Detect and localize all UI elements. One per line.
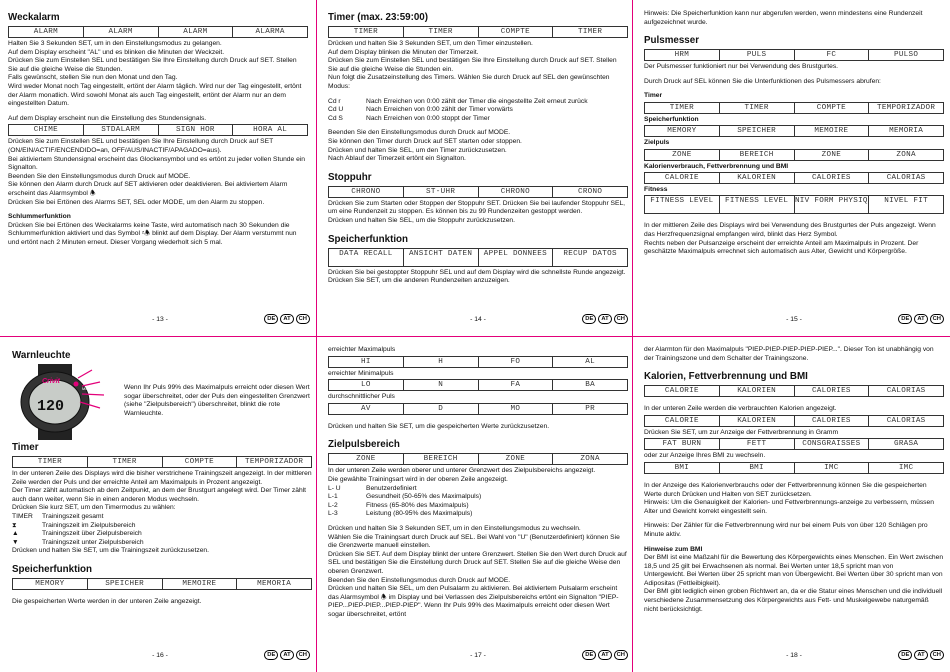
timer-mode-list — [12, 513, 312, 547]
lcd-cell: ZONA — [580, 455, 600, 464]
paragraph: Der Timer zählt automatisch ab dem Zeitpunkt, an dem der Brustgurt angelegt wird. Der Timer zählt auch dann weiter, wenn Sie in einen anderen Modus wechseln. — [12, 487, 307, 503]
paragraph: Beenden Sie den Einstellungsmodus durch Druck auf MODE. — [328, 576, 511, 584]
lcd-cell: CONSGRAISSES — [795, 439, 870, 449]
mode-desc: Benutzerdefiniert — [366, 484, 417, 492]
lcd-cell: CHRONO — [329, 187, 404, 197]
subheading-schlummer: Schlummerfunktion — [8, 213, 71, 221]
paragraph: In der unteren Zeile werden die verbrauchten Kalorien angezeigt. — [644, 405, 837, 413]
lcd-cell: CALORIES — [795, 386, 870, 396]
timer-mode-list — [328, 98, 628, 124]
paragraph: Auf dem Display erscheint "AL" und es blinken die Minuten der Weckzeit. — [8, 48, 225, 56]
paragraph-text: Drücken und halten Sie SEL, um den Pulsalarm zu aktivieren. Bei aktiviertem Pulsalarm erscheint das Alarmsymbol — [328, 585, 618, 601]
lcd-cell: SPEICHER — [88, 579, 163, 589]
paragraph: Drücken Sie zum Starten oder Stoppen der Stoppuhr SET. Drücken Sie bei laufender Stoppuhr SEL, um eine Rundenzeit zu stoppen. Es können bis zu 99 Rundenzeiten gestoppt werden. — [328, 199, 626, 216]
paragraph: Nun folgt die Zusatzeinstellung des Timers. Wählen Sie durch Druck auf SEL den gewünschten Modus: — [328, 74, 610, 90]
lcd-cell: KALORIEN — [720, 386, 795, 396]
paragraph: In der unteren Zeile des Displays wird die bisher verstrichene Trainingszeit angezeigt. In der mittleren Zeile werden der Puls und der erreichte Anteil am Maximalpuls in Prozent angezeigt. — [12, 470, 312, 486]
paragraph: Drücken und halten Sie SET, um die Trainingszeit zurückzusetzen. — [12, 547, 210, 555]
country-badge: DE — [898, 650, 912, 660]
paragraph: Drücken und halten Sie 3 Sekunden SET, um in den Einstellungsmodus zu wechseln. — [328, 524, 581, 532]
lcd-cell: ZONE — [795, 150, 870, 160]
page-14 — [328, 10, 628, 332]
lcd-cell: FITNESS LEVEL — [720, 196, 795, 213]
list-item — [12, 522, 312, 531]
lcd-cell: ZONE — [645, 150, 720, 160]
lcd-cell: COMPTE — [163, 457, 238, 467]
lcd-cell: BMI — [720, 463, 795, 473]
lcd-cell: ANSICHT DATEN — [404, 249, 479, 266]
arrow-down-icon: ▼ — [12, 538, 19, 546]
page-16 — [12, 348, 312, 670]
page-number: - 14 - — [470, 316, 486, 323]
watch-brand-label: Crivit — [42, 378, 60, 385]
lcd-cell: MO — [479, 404, 554, 414]
country-badge: DE — [264, 314, 278, 324]
paragraph: der Alarmton für den Maximalpuls "PIEP-PIEP-PIEP-PIEP-PIEP...". Dieser Ton ist unabhängig von der Trainingszone und dem Schalter der Trainingszone. — [644, 346, 934, 362]
country-badge: DE — [582, 650, 596, 660]
mode-desc: Leistung (80-95% des Maximalpuls) — [366, 510, 473, 518]
lcd-cell: CALORIAS — [886, 416, 926, 425]
lcd-timer — [328, 26, 628, 38]
paragraph-text: Drücken Sie bei Ertönen des Weckalarms keine Taste, wird automatisch nach 30 Sekunden die Schlummerfunktion aktiviert und das Symbol — [8, 221, 290, 238]
subheading-speicher: Speicherfunktion — [644, 115, 699, 123]
paragraph-text: blinkt auf dem Display. Der Alarm verstummt nun und ertönt nach 2 Minuten erneut. Dieser Vorgang wiederholt sich 5 mal. — [8, 230, 297, 246]
list-item — [328, 98, 628, 107]
heading-pulsmesser: Pulsmesser — [644, 35, 700, 47]
heading-timer: Timer — [12, 442, 39, 453]
lcd-cell: TIMER — [329, 27, 404, 37]
lcd-cell: COMPTE — [479, 27, 554, 37]
country-badge: CH — [614, 650, 628, 660]
lcd-cell: SIGN HOR — [159, 125, 234, 135]
lcd-cell: ALARM — [159, 27, 234, 37]
lcd-cell: PULS — [720, 50, 795, 60]
paragraph: Nach Ablauf der Timerzeit ertönt ein Signalton. — [328, 155, 466, 163]
lcd-cell: ALARM — [9, 27, 84, 37]
country-badge: AT — [280, 314, 293, 324]
paragraph: In der unteren Zeile werden oberer und unterer Grenzwert des Zielpulsbereichs angezeigt. — [328, 467, 596, 475]
lcd-fatburn — [644, 438, 944, 450]
hourglass-icon: ⧗ — [12, 521, 17, 529]
lcd-cell: TIMER — [404, 27, 479, 37]
watch-light-label: Light — [15, 386, 24, 391]
paragraph: Drücken und halten Sie 3 Sekunden SET, um den Timer einzustellen. — [328, 40, 533, 47]
lcd-cell: BEREICH — [404, 454, 479, 464]
mode-desc: Trainingszeit im Zielpulsbereich — [42, 521, 136, 529]
lcd-cell: H — [404, 357, 479, 367]
paragraph: Drücken und halten Sie SEL, um die Stoppuhr zurückzusetzen. — [328, 216, 515, 224]
footer-15 — [644, 314, 944, 325]
country-badges — [898, 314, 944, 324]
lcd-cell: CALORIE — [645, 173, 720, 183]
watch-mode-label: Mode — [82, 386, 93, 391]
paragraph: Falls gewünscht, stellen Sie nun den Monat und den Tag. — [8, 74, 178, 82]
lcd-cell: IMC — [795, 463, 870, 473]
watch-digits: 120 — [37, 398, 65, 415]
list-item — [328, 493, 628, 502]
lcd-cell: CALORIE — [645, 386, 720, 396]
snooze-icon: ᶻ🕭 — [141, 230, 151, 238]
paragraph: Drücken Sie zum Einstellen SEL und bestätigen Sie Ihre Einstellung durch Druck auf SET (ON/EIN/ACTIF/ENCENDIDO=an, OFF/AUS/INACTIF/APAGADO=aus). — [8, 138, 274, 154]
list-item — [12, 539, 312, 548]
lcd-cell: IMC — [898, 463, 914, 472]
heading-speicher: Speicherfunktion — [328, 233, 409, 245]
paragraph-text: im Display und bei Verlassen des Zielpulsbereichs ertönt ein Signalton "PIEP-PIEP...PIEP-PIEP...PIEP-PIEP". Wenn Ihr Puls 99% des Maximalpuls erreicht oder diesen Wert sogar überschreitet, ertönt — [328, 593, 619, 618]
country-badges — [264, 314, 310, 324]
country-badge: AT — [914, 314, 927, 324]
heading-stoppuhr: Stoppuhr — [328, 171, 372, 183]
page-18 — [644, 346, 944, 668]
lcd-cell: TIMER — [577, 28, 603, 36]
paragraph: Drücken Sie bei Ertönen des Alarms SET, SEL oder MODE, um den Alarm zu stoppen. — [8, 198, 265, 206]
subheading-bmi: Hinweise zum BMI — [644, 545, 703, 553]
lcd-cell: FA — [479, 380, 554, 390]
paragraph: Drücken Sie SET. Auf dem Display blinkt der untere Grenzwert. Stellen Sie den Wert durch Druck auf SEL und bestätigen Sie die Einstellung durch Druck auf SET. Stellen Sie auf die gleiche Weise den oberen Grenzwert. — [328, 550, 627, 575]
heading-timer: Timer (max. 23:59:00) — [328, 12, 429, 23]
lcd-cell: ALARMA — [255, 28, 285, 36]
lcd-max — [328, 356, 628, 368]
paragraph: Drücken und halten Sie SEL, um den Timer zurückzusetzen. — [328, 146, 507, 154]
lcd-cell: MEMORY — [13, 579, 88, 589]
lcd-cell: FO — [479, 357, 554, 367]
paragraph: Hinweis: Um die Genauigkeit der Kalorien- und Fettverbrennungs-anzeige zu verbessern, müssen Alter und Gewicht korrekt eingestellt sein. — [644, 499, 934, 515]
heading-zielpuls: Zielpulsbereich — [328, 439, 400, 451]
mode-desc: Nach Erreichen von 0:00 stoppt der Timer — [366, 114, 490, 122]
paragraph: oder zur Anzeige Ihres BMI zu wechseln. — [644, 452, 766, 460]
lcd-alarm — [8, 26, 308, 38]
country-badges — [582, 314, 628, 324]
lcd-cell: FC — [795, 50, 870, 60]
lcd-cell: APPEL DONNEES — [479, 249, 554, 266]
page-13 — [8, 10, 308, 332]
mode-key: L-3 — [328, 510, 338, 518]
mode-key: L- U — [328, 484, 341, 492]
heading-weckalarm: Weckalarm — [8, 12, 60, 23]
lcd-cell: BMI — [645, 463, 720, 473]
lcd-avg — [328, 403, 628, 415]
country-badge: AT — [598, 314, 611, 324]
list-item — [328, 115, 628, 124]
lcd-cell: CALORIES — [795, 416, 870, 426]
paragraph: Wählen Sie die Trainingsart durch Druck auf SEL. Bei Wahl von "U" (Benutzerdefiniert) können Sie die Grenzwerte manuell einstellen. — [328, 533, 620, 550]
lcd-cell: N — [404, 380, 479, 390]
country-badge: CH — [930, 314, 944, 324]
lcd-cell: FAT BURN — [645, 439, 720, 449]
paragraph: Die gespeicherten Werte werden in der unteren Zeile angezeigt. — [12, 597, 202, 605]
lcd-cell: CALORIES — [795, 173, 870, 183]
watch-illustration — [12, 364, 118, 440]
paragraph: Drücken Sie bei gestoppter Stoppuhr SEL und auf dem Display wird die schnellste Runde angezeigt. Drücken Sie SET, um die anderen Rundenzeiten anzuzeigen. — [328, 268, 626, 285]
lcd-cell: CALORIAS — [886, 174, 926, 182]
page-number: - 16 - — [152, 652, 168, 659]
lcd-cell: KALORIEN — [720, 173, 795, 183]
heading-kalorien: Kalorien, Fettverbrennung und BMI — [644, 371, 808, 383]
paragraph: Untergewicht. Bei Werten über 25 spricht man von Übergewicht. Bei Werten über 30 spricht man von Adipositas (Fettleibigkeit). — [644, 571, 943, 587]
arrow-up-icon: ▲ — [12, 530, 19, 538]
label: durchschnittlicher Puls — [328, 393, 395, 401]
list-item — [328, 502, 628, 511]
lcd-cell: MEMOIRE — [163, 579, 238, 589]
lcd-cell: MEMORIA — [257, 579, 292, 588]
lcd-cell: LO — [329, 380, 404, 390]
mode-key: Cd r — [328, 97, 341, 105]
paragraph: Wenn Ihr Puls 99% des Maximalpuls erreicht oder diesen Wert sogar überschreitet, oder der Puls den eingestellten Grenzwert (siehe "Zielpulsbereich") überschreitet, blinkt die rote Warnleuchte. — [124, 384, 310, 417]
lcd-recall — [328, 248, 628, 267]
mode-key: Cd S — [328, 114, 343, 122]
list-item — [12, 530, 312, 539]
lcd-cell: MEMORY — [645, 126, 720, 136]
lcd-fitness — [644, 195, 944, 214]
lcd-cell: TEMPORIZADOR — [876, 103, 936, 112]
page-divider-middle — [0, 336, 950, 337]
page-number: - 13 - — [152, 316, 168, 323]
label: erreichter Maximalpuls — [328, 346, 396, 353]
heading-warnleuchte: Warnleuchte — [12, 350, 71, 361]
lcd-bmi — [644, 462, 944, 474]
lcd-cell: D — [404, 404, 479, 414]
lcd-cell: PR — [585, 404, 595, 413]
lcd-cell: NIVEL FIT — [884, 197, 928, 206]
lcd-cell: AL — [585, 357, 595, 366]
list-item — [328, 106, 628, 115]
country-badge: AT — [914, 650, 927, 660]
paragraph: Der Pulsmesser funktioniert nur bei Verwendung des Brustgurtes. — [644, 63, 839, 71]
lcd-cell: SPEICHER — [720, 126, 795, 136]
paragraph — [8, 181, 308, 198]
mode-desc: Nach Erreichen von 0:00 zählt der Timer vorwärts — [366, 106, 513, 114]
paragraph: Hinweis: Der Zähler für die Fettverbrennung wird nur bei einem Puls von über 120 Schlägen pro Minute aktiv. — [644, 522, 928, 538]
lcd-cell: CALORIAS — [886, 387, 926, 396]
lcd-calorie-2 — [644, 415, 944, 427]
mode-key: L-2 — [328, 501, 338, 509]
mode-desc: Nach Erreichen von 0:00 zählt der Timer die eingestellte Zeit erneut zurück — [366, 97, 588, 105]
mode-key: L-1 — [328, 493, 338, 501]
lcd-cell: RECUP DATOS — [563, 249, 617, 258]
mode-desc: Trainingszeit unter Zielpulsbereich — [42, 538, 144, 546]
list-item — [328, 510, 628, 519]
country-badge: CH — [614, 314, 628, 324]
lcd-cell: CALORIE — [645, 416, 720, 426]
mode-desc: Trainingszeit gesamt — [42, 512, 104, 520]
alarm-bell-icon: 🕭 — [380, 593, 387, 601]
country-badge: CH — [296, 650, 310, 660]
lcd-chime — [8, 124, 308, 136]
lcd-zone — [328, 453, 628, 465]
warning-light-icon — [74, 382, 79, 387]
warn-section — [12, 364, 312, 440]
lcd-timer — [644, 102, 944, 114]
lcd-hrm — [644, 49, 944, 61]
paragraph — [8, 222, 308, 248]
lcd-cell: TIMER — [645, 103, 720, 113]
paragraph: Sie können den Timer durch Druck auf SET starten oder stoppen. — [328, 137, 522, 145]
lcd-cell: COMPTE — [795, 103, 870, 113]
country-badge: DE — [582, 314, 596, 324]
lcd-cell: TIMER — [13, 457, 88, 467]
lcd-cell: STDALARM — [84, 125, 159, 135]
footer-16 — [10, 650, 310, 661]
paragraph: Drücken Sie zum Einstellen SEL und bestätigen Sie Ihre Einstellung durch Druck auf SET. Stellen Sie auf die gleiche Weise die Stunden ein. — [328, 57, 617, 73]
heading-speicher: Speicherfunktion — [12, 563, 93, 575]
lcd-cell: ZONA — [896, 150, 916, 159]
paragraph: Hinweis: Die Speicherfunktion kann nur abgerufen werden, wenn mindestens eine Rundenzeit aufgezeichnet wurde. — [644, 10, 923, 26]
country-badges — [898, 650, 944, 660]
lcd-cell: MEMOIRE — [795, 126, 870, 136]
lcd-memory — [644, 125, 944, 137]
lcd-cell: CHIME — [9, 125, 84, 135]
country-badge: DE — [898, 314, 912, 324]
lcd-timer — [12, 456, 312, 468]
lcd-min — [328, 379, 628, 391]
lcd-cell: BEREICH — [720, 150, 795, 160]
country-badge: AT — [280, 650, 293, 660]
subheading-kalorien: Kalorienverbrauch, Fettverbrennung und BMI — [644, 162, 789, 170]
paragraph: Drücken und halten Sie SET, um die gespeicherten Werte zurückzusetzen. — [328, 422, 550, 430]
lcd-cell: HI — [329, 357, 404, 367]
country-badges — [264, 650, 310, 660]
paragraph: Wird weder Monat noch Tag eingestellt, ertönt der Alarm täglich. Wird nur der Tag eingestellt, ertönt der Alarm monatlich. Wird sowohl Monat als auch Tag eingestellt, ertönt der Alarm nur an dem eingestellten Datum. — [8, 82, 302, 108]
subheading-timer: Timer — [644, 92, 663, 100]
footer-17 — [328, 650, 628, 661]
lcd-chrono — [328, 186, 628, 198]
label: erreichter Minimalpuls — [328, 369, 394, 377]
mode-desc: Trainingszeit über Zielpulsbereich — [42, 530, 142, 538]
list-item — [12, 513, 312, 522]
lcd-cell: AV — [329, 404, 404, 414]
lcd-cell: MEMORIA — [889, 127, 924, 136]
lcd-cell: FETT — [720, 439, 795, 449]
lcd-cell: KALORIEN — [720, 416, 795, 426]
paragraph: Beenden Sie den Einstellungsmodus durch Druck auf MODE. — [8, 172, 191, 180]
lcd-cell: FITNESS LEVEL — [645, 196, 720, 213]
lcd-cell: ST-UHR — [404, 187, 479, 197]
lcd-cell: NIV FORM PHYSIQ — [795, 196, 870, 213]
alarm-bell-icon: 🕭 — [89, 189, 96, 197]
lcd-calorie — [644, 385, 944, 397]
lcd-cell: TIMER — [720, 103, 795, 113]
lcd-cell: ZONE — [479, 454, 554, 464]
subheading-fitness: Fitness — [644, 186, 668, 193]
country-badge: CH — [296, 314, 310, 324]
paragraph: Bei aktiviertem Stundensignal erscheint das Glockensymbol und es ertönt zu jeder vollen Stunde ein Signalton. — [8, 155, 306, 172]
lcd-cell: TIMER — [88, 457, 163, 467]
page-number: - 15 - — [786, 316, 802, 323]
lcd-cell: ZONE — [329, 454, 404, 464]
training-mode-list — [328, 485, 628, 519]
mode-key: TIMER — [12, 512, 33, 520]
page-number: - 17 - — [470, 652, 486, 659]
paragraph: Drücken Sie kurz SET, um den Timermodus zu wählen: — [12, 504, 176, 512]
paragraph: In der mittleren Zeile des Displays wird bei Verwendung des Brustgurtes der Puls angezeigt. Wenn das Herzfrequenzsignal empfangen wird, blinkt das Herz Symbol. — [644, 222, 936, 238]
lcd-cell: HRM — [645, 50, 720, 60]
mode-desc: Fitness (65-80% des Maximalpuls) — [366, 501, 469, 509]
paragraph: Drücken Sie SET, um zur Anzeige der Fettverbrennung in Gramm — [644, 428, 839, 436]
lcd-cell: PULSO — [893, 51, 919, 60]
paragraph: Der BMI gibt lediglich einen groben Richtwert an, da er die Statur eines Menschen und die individuell verschiedene Zusammensetzung des Körpergewichts aus Fett- und Muskelgewebe naturgemäß nicht berücksichtigt. — [644, 588, 943, 613]
footer-14 — [328, 314, 628, 325]
lcd-cell: GRASA — [893, 440, 919, 449]
lcd-cell: CRONO — [577, 187, 603, 196]
paragraph: Der BMI ist eine Maßzahl für die Bewertung des Körpergewichts eines Menschen. Ein Wert zwischen 18,5 und 25 gilt bei Erwachsenen als normal. Bei Werten unter 18,5 spricht man von — [644, 553, 944, 570]
country-badge: CH — [930, 650, 944, 660]
paragraph-text: Sie können den Alarm durch Druck auf SET aktivieren oder deaktivieren. Bei aktiviertem Alarm erscheint das Alarmsymbol — [8, 181, 288, 197]
page-number: - 18 - — [786, 652, 802, 659]
country-badges — [582, 650, 628, 660]
paragraph: In der Anzeige des Kalorienverbrauchs oder der Fettverbrennung können Sie die gespeicherten Werte durch Drücken und Halten von SET zurücksetzen. — [644, 481, 927, 498]
subheading-zielpuls: Zielpuls — [644, 139, 670, 147]
paragraph: Rechts neben der Pulsanzeige erscheint der erreichte Anteil am Maximalpuls in Prozent. Der geschätzte Maximalpuls errechnet sich automatisch aus Alter, Gewicht und Körpergröße. — [644, 239, 919, 256]
lcd-cell: CHRONO — [479, 187, 554, 197]
lcd-cell: TEMPORIZADOR — [244, 458, 304, 466]
mode-desc: Gesundheit (50-65% des Maximalpuls) — [366, 493, 482, 501]
lcd-cell: ALARM — [84, 27, 159, 37]
lcd-calorie — [644, 172, 944, 184]
page-17 — [328, 346, 628, 668]
country-badge: DE — [264, 650, 278, 660]
lcd-zone — [644, 149, 944, 161]
paragraph: Die gewählte Trainingsart wird in der oberen Zeile angezeigt. — [328, 475, 508, 483]
lcd-cell: HORA AL — [253, 126, 288, 135]
paragraph: Halten Sie 3 Sekunden SET, um in den Einstellungsmodus zu gelangen. — [8, 40, 222, 47]
paragraph — [328, 585, 628, 619]
paragraph: Beenden Sie den Einstellungsmodus durch Druck auf MODE. — [328, 129, 511, 137]
lcd-cell: BA — [585, 381, 595, 390]
lcd-cell: DATA RECALL — [329, 249, 404, 266]
footer-13 — [10, 314, 310, 325]
paragraph: Durch Druck auf SEL können Sie die Unterfunktionen des Pulsmessers abrufen: — [644, 77, 881, 85]
paragraph: Auf dem Display blinken die Minuten der Timerzeit. — [328, 48, 479, 56]
mode-key: Cd U — [328, 106, 344, 114]
lcd-memory — [12, 578, 312, 590]
paragraph: Drücken Sie zum Einstellen SEL und bestätigen Sie Ihre Einstellung durch Druck auf SET. Stellen Sie auf die gleiche Weise die Stunden. — [8, 57, 297, 73]
list-item — [328, 485, 628, 494]
footer-18 — [644, 650, 944, 661]
paragraph: Auf dem Display erscheint nun die Einstellung des Stundensignals. — [8, 114, 207, 122]
country-badge: AT — [598, 650, 611, 660]
page-15 — [644, 10, 944, 332]
